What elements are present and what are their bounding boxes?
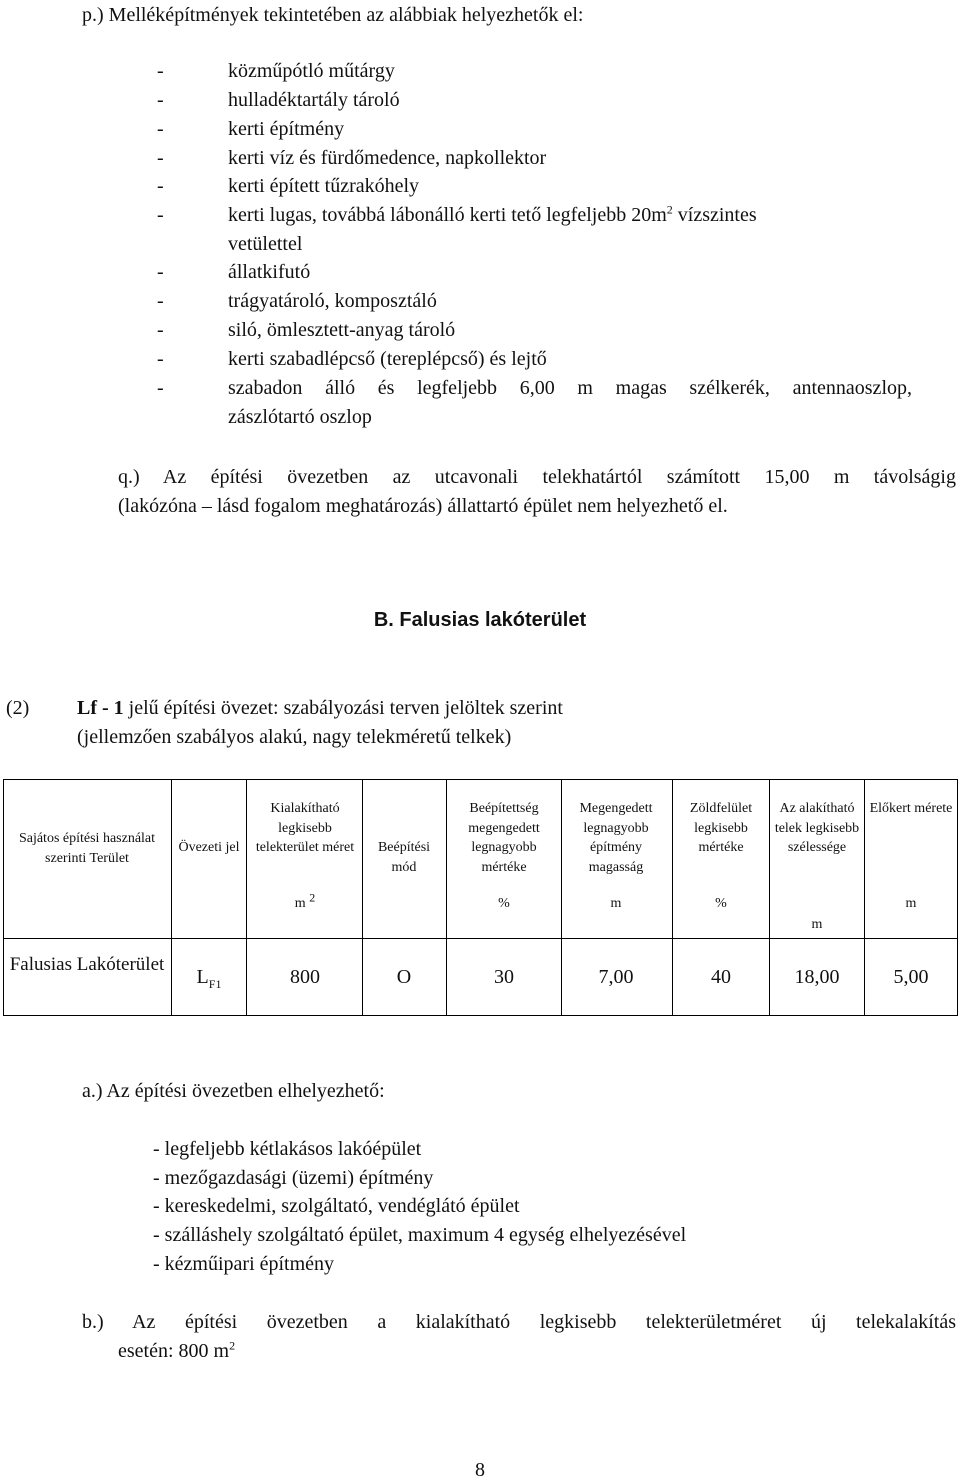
- header-jel: Övezeti jel: [178, 840, 240, 855]
- list-item-continuation: zászlótartó oszlop: [228, 406, 372, 428]
- list-item: - kereskedelmi, szolgáltató, vendéglátó épület: [153, 1195, 520, 1217]
- list-dash: -: [157, 348, 164, 370]
- table-row-divider: [3, 938, 958, 939]
- section-b-line1: b.) Az építési övezetben a kialakítható legkisebb telekterületméret új telekalakítás: [82, 1311, 956, 1333]
- paragraph-2-line2: (jellemzően szabályos alakú, nagy telekméretű telkek): [77, 726, 512, 748]
- section-a-title: a.) Az építési övezetben elhelyezhető:: [82, 1080, 385, 1102]
- table-col-divider: [446, 779, 447, 1016]
- unit-meter: m: [811, 917, 823, 932]
- section-p-title: p.) Melléképítmények tekintetében az alábbiak helyezhetők el:: [82, 4, 584, 26]
- list-dash: -: [157, 60, 164, 82]
- list-dash: -: [157, 147, 164, 169]
- cell-zold: 40: [711, 966, 731, 988]
- header-terulet: Sajátos építési használat szerinti Terület: [18, 831, 156, 866]
- list-dash: -: [157, 377, 164, 399]
- header-elokert: Előkert mérete: [869, 801, 953, 816]
- list-item: kerti lugas, továbbá lábonálló kerti tető legfeljebb $20m^2$ vízszintes: [228, 202, 757, 226]
- unit-area: m $^2$: [294, 890, 316, 911]
- table-col-divider: [171, 779, 172, 1016]
- list-item: kerti szabadlépcső (tereplépcső) és lejtő: [228, 348, 547, 370]
- list-dash: -: [157, 290, 164, 312]
- list-dash: -: [157, 175, 164, 197]
- list-item: trágyatároló, komposztáló: [228, 290, 437, 312]
- unit-percent: %: [715, 896, 727, 911]
- table-col-divider: [246, 779, 247, 1016]
- list-item: siló, ömlesztett-anyag tároló: [228, 319, 456, 341]
- list-dash: -: [157, 118, 164, 140]
- table-col-divider: [864, 779, 865, 1016]
- page-number: 8: [475, 1459, 485, 1481]
- cell-mod: O: [396, 966, 412, 988]
- cell-telek: 800: [290, 966, 320, 988]
- zone-code: Lf - 1: [77, 697, 124, 719]
- cell-jel: $L_{F1}$: [196, 966, 222, 991]
- cell-beepitettseg: 30: [494, 966, 514, 988]
- list-item: közműpótló műtárgy: [228, 60, 395, 82]
- table-col-divider: [561, 779, 562, 1016]
- list-item: - szálláshely szolgáltató épület, maximum 4 egység elhelyezésével: [153, 1224, 687, 1246]
- header-telek: Kialakítható legkisebb telekterület méret: [255, 801, 355, 855]
- paragraph-2-line1: Lf - 1 jelű építési övezet: szabályozási terven jelöltek szerint: [77, 697, 563, 719]
- list-dash: -: [157, 89, 164, 111]
- cell-szelesseg: 18,00: [794, 966, 840, 988]
- header-szelesseg: Az alakítható telek legkisebb szélessége: [774, 801, 860, 855]
- table-col-divider: [362, 779, 363, 1016]
- table-col-divider: [769, 779, 770, 1016]
- list-item: szabadon álló és legfeljebb 6,00 m magas szélkerék, antennaoszlop,: [228, 377, 912, 399]
- list-dash: -: [157, 204, 164, 226]
- cell-magassag: 7,00: [598, 966, 634, 988]
- header-zoldfelulet: Zöldfelület legkisebb mértéke: [689, 801, 753, 855]
- section-q-line1: q.) Az építési övezetben az utcavonali telekhatártól számított 15,00 m távolságig: [118, 466, 956, 488]
- list-item: - legfeljebb kétlakásos lakóépület: [153, 1138, 422, 1160]
- list-item: hulladéktartály tároló: [228, 89, 400, 111]
- unit-meter: m: [610, 896, 622, 911]
- header-beepitettseg: Beépítettség megengedett legnagyobb mértéke: [468, 801, 540, 875]
- list-dash: -: [157, 319, 164, 341]
- table-col-divider: [672, 779, 673, 1016]
- section-q-line2: (lakózóna – lásd fogalom meghatározás) állattartó épület nem helyezhető el.: [118, 495, 728, 517]
- cell-terulet: Falusias Lakóterület: [9, 954, 165, 975]
- list-item-continuation: vetülettel: [228, 233, 303, 255]
- list-item: kerti épített tűzrakóhely: [228, 175, 420, 197]
- list-item: kerti építmény: [228, 118, 345, 140]
- section-heading-b: B. Falusias lakóterület: [373, 609, 587, 631]
- header-magassag: Megengedett legnagyobb építmény magasság: [579, 801, 653, 875]
- unit-percent: %: [498, 896, 510, 911]
- header-mod: Beépítési mód: [377, 840, 431, 875]
- list-item: - mezőgazdasági (üzemi) építmény: [153, 1167, 434, 1189]
- list-item: - kézműipari építmény: [153, 1253, 335, 1275]
- paragraph-number: (2): [6, 697, 30, 719]
- section-b-line2: esetén: 800 $m^2$: [118, 1338, 236, 1362]
- list-dash: -: [157, 261, 164, 283]
- list-item: kerti víz és fürdőmedence, napkollektor: [228, 147, 547, 169]
- cell-elokert: 5,00: [893, 966, 929, 988]
- unit-meter: m: [905, 896, 917, 911]
- list-item: állatkifutó: [228, 261, 311, 283]
